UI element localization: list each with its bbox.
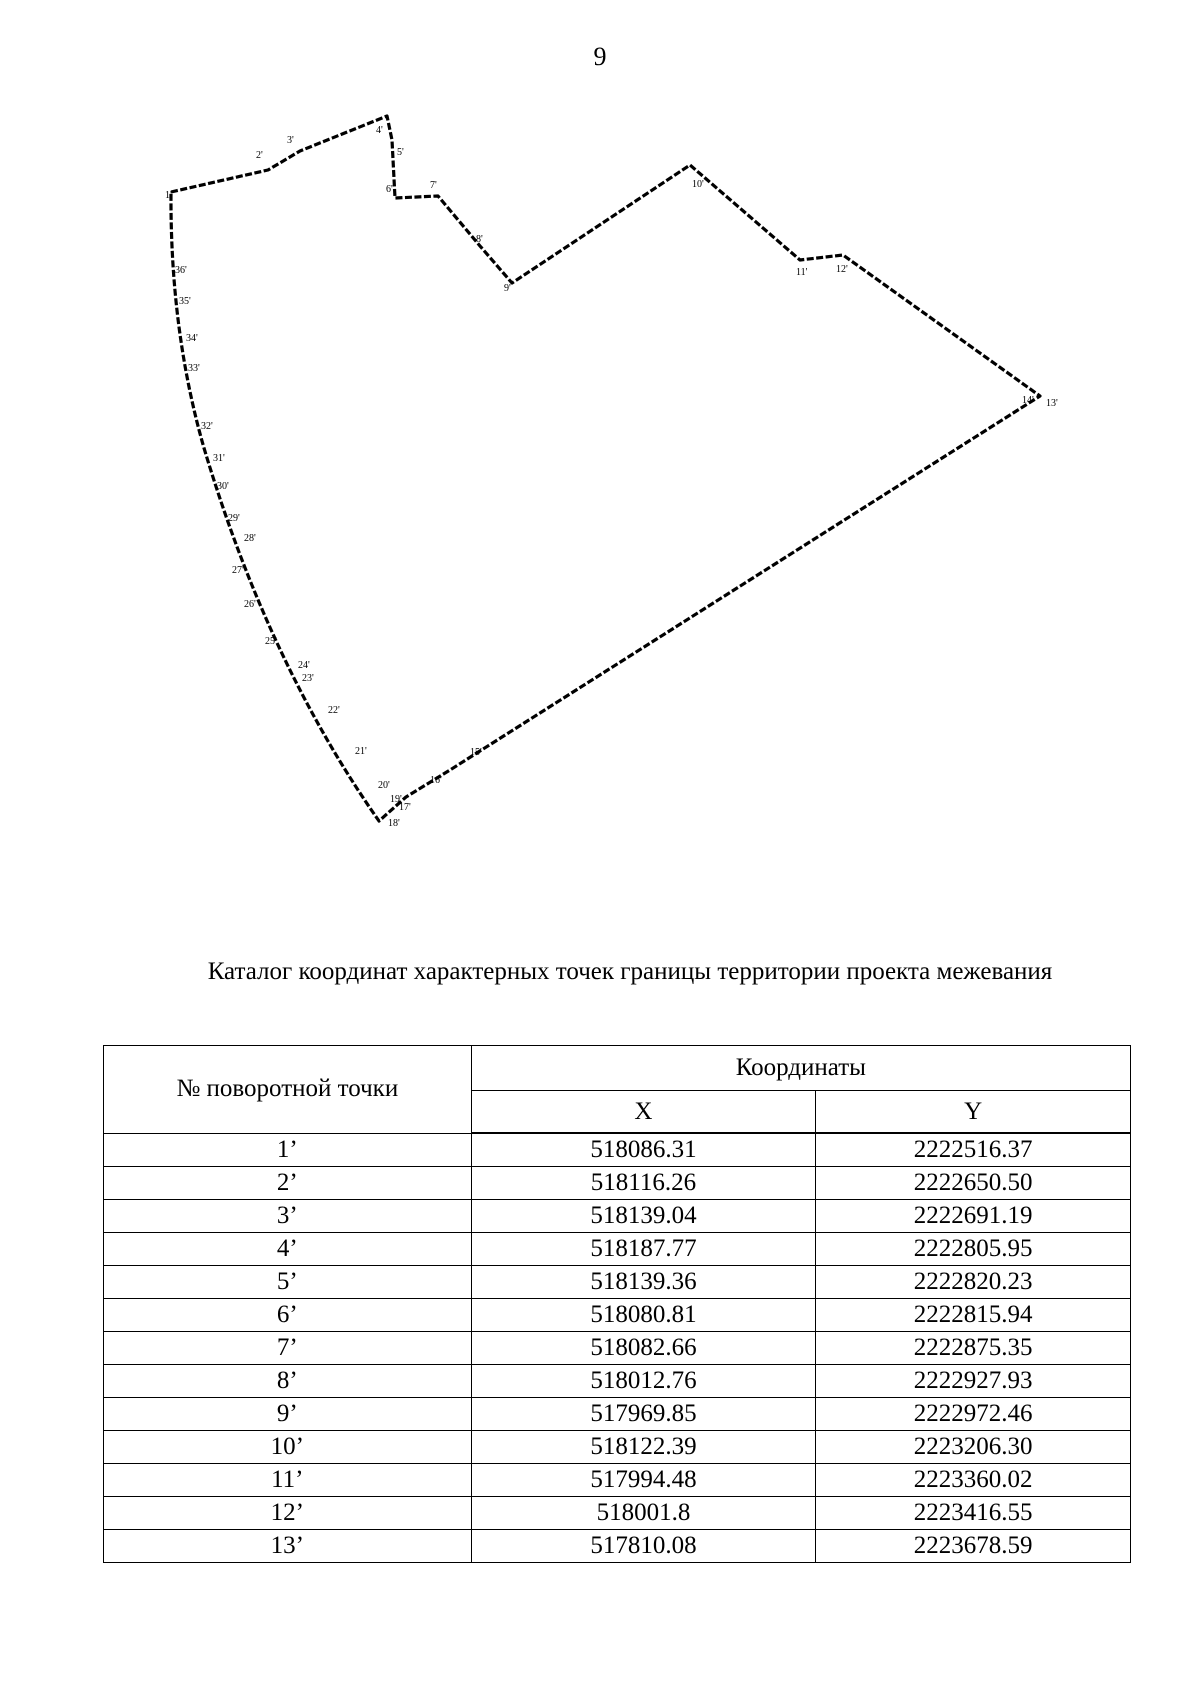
- cell-point: 9’: [104, 1398, 472, 1431]
- cell-point: 8’: [104, 1365, 472, 1398]
- point-label: 22': [328, 705, 340, 716]
- cell-x: 518139.04: [471, 1200, 816, 1233]
- table-row: [104, 1133, 1131, 1167]
- point-label: 13': [1046, 398, 1058, 409]
- point-label: 4': [376, 125, 383, 136]
- table-row: [104, 1167, 1131, 1200]
- cell-x: 517810.08: [471, 1530, 816, 1563]
- point-label: 29': [228, 513, 240, 524]
- point-label: 24': [298, 660, 310, 671]
- table-row: [104, 1365, 1131, 1398]
- cell-y: 2223678.59: [816, 1530, 1131, 1563]
- cell-y: 2222815.94: [816, 1299, 1131, 1332]
- point-label: 15': [470, 747, 482, 758]
- table-row: [104, 1464, 1131, 1497]
- coordinates-table: [103, 1045, 1131, 1563]
- header-point-number: № поворотной точки: [104, 1046, 472, 1134]
- cell-point: 1’: [104, 1133, 472, 1167]
- page-number: 9: [593, 42, 607, 71]
- cell-point: 5’: [104, 1266, 472, 1299]
- cell-y: 2223416.55: [816, 1497, 1131, 1530]
- cell-x: 517994.48: [471, 1464, 816, 1497]
- point-label: 30': [217, 481, 229, 492]
- point-label: 9': [504, 283, 511, 294]
- cell-x: 518122.39: [471, 1431, 816, 1464]
- table-row: [104, 1332, 1131, 1365]
- cell-y: 2222875.35: [816, 1332, 1131, 1365]
- catalog-title: Каталог координат характерных точек границы территории проекта межевания: [207, 958, 1053, 985]
- table-row: [104, 1233, 1131, 1266]
- cell-y: 2222691.19: [816, 1200, 1131, 1233]
- point-label: 35': [179, 296, 191, 307]
- cell-point: 3’: [104, 1200, 472, 1233]
- point-label: 10': [692, 179, 704, 190]
- cell-point: 7’: [104, 1332, 472, 1365]
- point-label: 6': [386, 184, 393, 195]
- cell-point: 12’: [104, 1497, 472, 1530]
- cell-x: 517969.85: [471, 1398, 816, 1431]
- cell-y: 2223360.02: [816, 1464, 1131, 1497]
- coordinates-body: [104, 1133, 1131, 1563]
- point-label: 2': [256, 150, 263, 161]
- cell-y: 2223206.30: [816, 1431, 1131, 1464]
- point-label: 26': [244, 599, 256, 610]
- point-label: 31': [213, 453, 225, 464]
- point-label: 17': [399, 802, 411, 813]
- cell-point: 4’: [104, 1233, 472, 1266]
- cell-x: 518116.26: [471, 1167, 816, 1200]
- point-label: 5': [397, 147, 404, 158]
- point-label: 11': [796, 267, 808, 278]
- point-label: 28': [244, 533, 256, 544]
- cell-y: 2222972.46: [816, 1398, 1131, 1431]
- cell-y: 2222805.95: [816, 1233, 1131, 1266]
- point-label: 16': [430, 775, 442, 786]
- cell-y: 2222820.23: [816, 1266, 1131, 1299]
- point-labels: [165, 125, 1058, 829]
- cell-point: 6’: [104, 1299, 472, 1332]
- table-row: [104, 1497, 1131, 1530]
- point-label: 1': [165, 190, 172, 201]
- cell-point: 11’: [104, 1464, 472, 1497]
- cell-x: 518086.31: [471, 1133, 816, 1167]
- table-row: [104, 1266, 1131, 1299]
- point-label: 21': [355, 746, 367, 757]
- cell-x: 518012.76: [471, 1365, 816, 1398]
- table-row: [104, 1299, 1131, 1332]
- cell-x: 518001.8: [471, 1497, 816, 1530]
- point-label: 12': [836, 264, 848, 275]
- point-label: 7': [430, 180, 437, 191]
- cell-point: 10’: [104, 1431, 472, 1464]
- boundary-polygon: [171, 116, 1040, 821]
- point-label: 3': [287, 135, 294, 146]
- point-label: 19': [390, 794, 402, 805]
- point-label: 25': [265, 636, 277, 647]
- table-row: [104, 1200, 1131, 1233]
- table-row: [104, 1431, 1131, 1464]
- cell-y: 2222927.93: [816, 1365, 1131, 1398]
- point-label: 34': [186, 333, 198, 344]
- cell-x: 518139.36: [471, 1266, 816, 1299]
- table-row: [104, 1530, 1131, 1563]
- point-label: 27': [232, 565, 244, 576]
- point-label: 32': [201, 421, 213, 432]
- point-label: 23': [302, 673, 314, 684]
- cell-point: 13’: [104, 1530, 472, 1563]
- header-coordinates: Координаты: [471, 1046, 1130, 1091]
- header-x: X: [471, 1091, 816, 1134]
- point-label: 8': [476, 234, 483, 245]
- table-row: [104, 1398, 1131, 1431]
- cell-x: 518187.77: [471, 1233, 816, 1266]
- header-y: Y: [816, 1091, 1131, 1134]
- cell-point: 2’: [104, 1167, 472, 1200]
- cell-x: 518080.81: [471, 1299, 816, 1332]
- point-label: 18': [388, 818, 400, 829]
- point-label: 20': [378, 780, 390, 791]
- point-label: 33': [188, 363, 200, 374]
- cell-x: 518082.66: [471, 1332, 816, 1365]
- cell-y: 2222650.50: [816, 1167, 1131, 1200]
- cell-y: 2222516.37: [816, 1133, 1131, 1167]
- point-label: 14': [1022, 395, 1034, 406]
- point-label: 36': [175, 265, 187, 276]
